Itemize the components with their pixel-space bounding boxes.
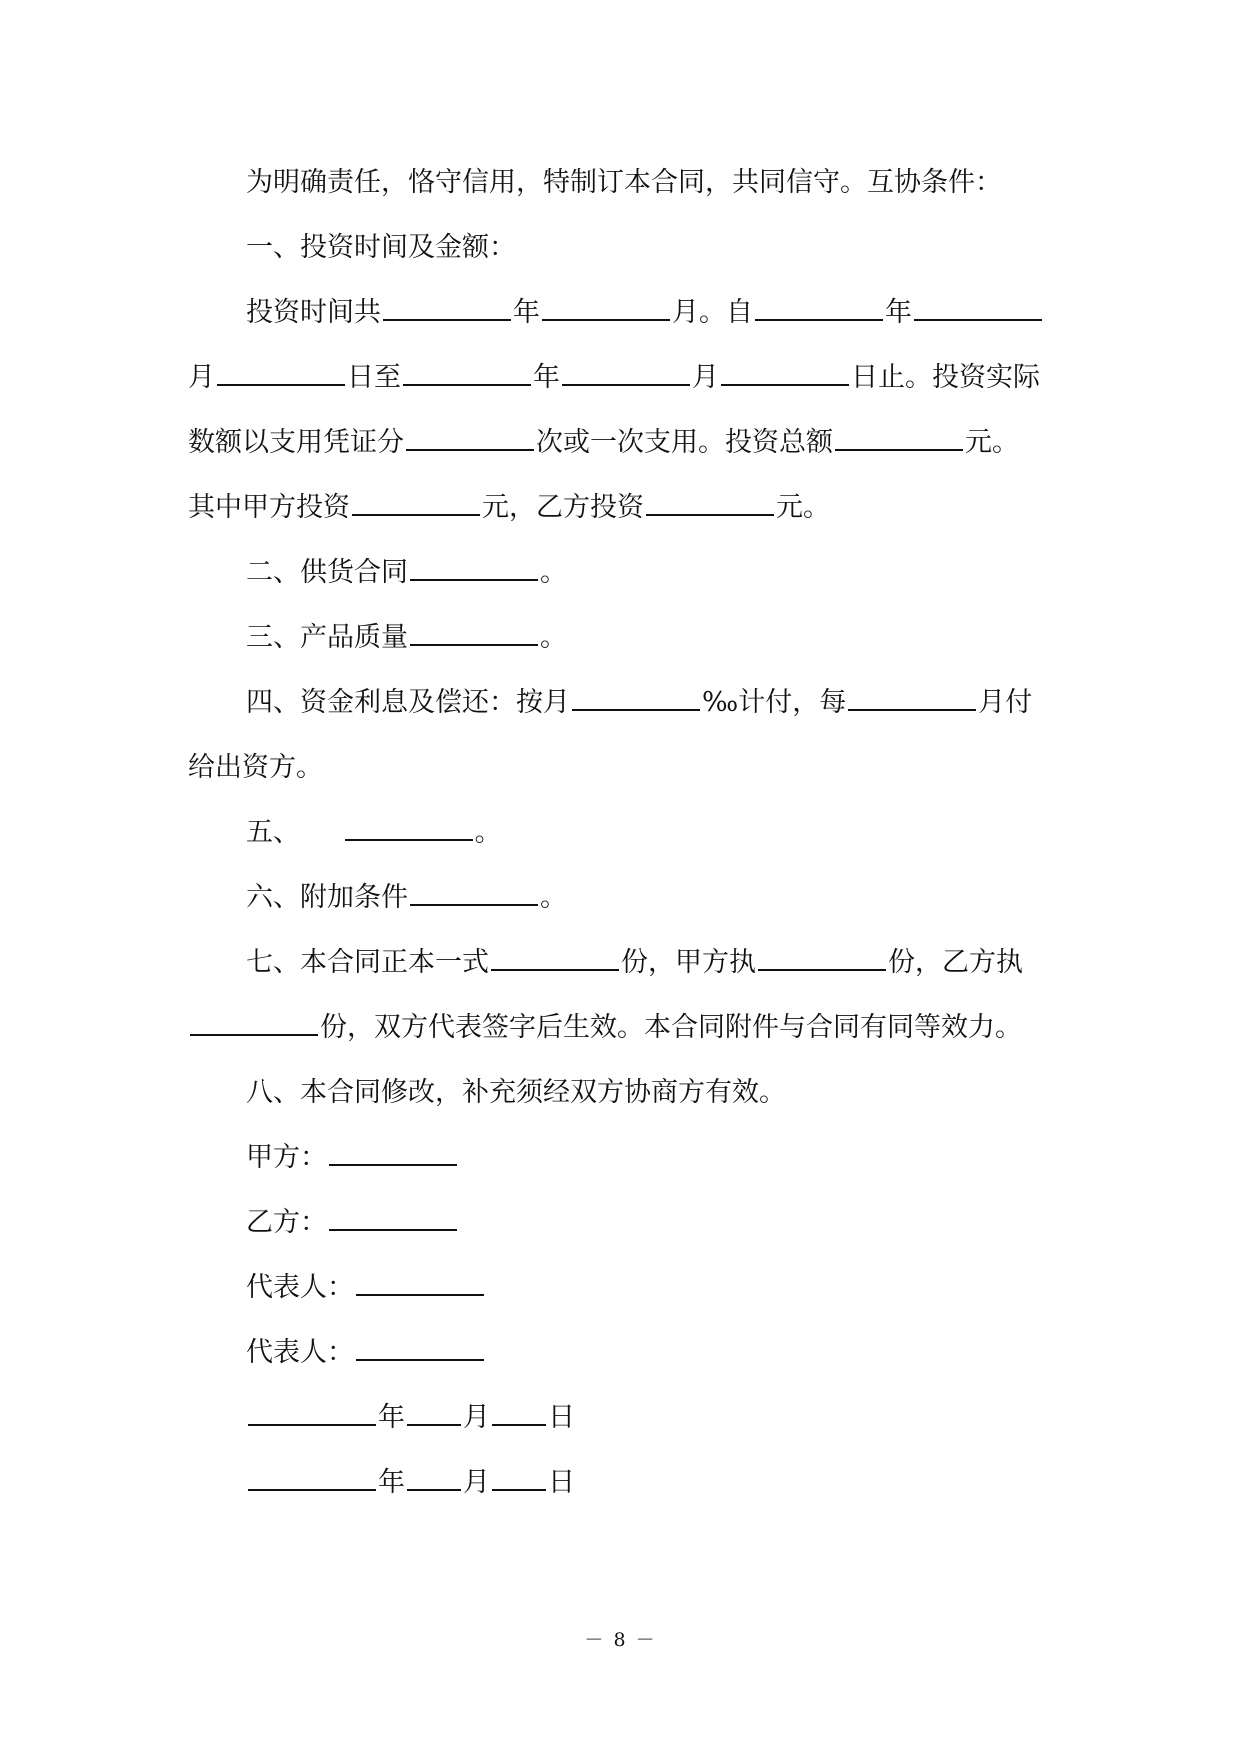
blank-field[interactable]: [356, 1334, 484, 1361]
blank-field[interactable]: [345, 814, 473, 841]
blank-field[interactable]: [848, 684, 976, 711]
section-7-copies-continued: 份，双方代表签字后生效。本合同附件与合同有同等效力。: [188, 1008, 1058, 1048]
blank-field[interactable]: [542, 294, 670, 321]
investment-period-line: 投资时间共 年 月。自 年: [246, 293, 1116, 333]
blank-field[interactable]: [407, 1464, 461, 1491]
section-3-product-quality: 三、产品质量 。: [246, 618, 1116, 658]
blank-field[interactable]: [403, 359, 531, 386]
section-7-copies-line: 七、本合同正本一式 份，甲方执 份，乙方执: [246, 943, 1116, 983]
blank-field[interactable]: [835, 424, 963, 451]
blank-field[interactable]: [406, 424, 534, 451]
investment-dates-line: 月 日至 年 月 日止。投资实际: [188, 358, 1058, 398]
party-b-signature-line: 乙方：: [246, 1203, 1116, 1243]
section-6-additional-terms: 六、附加条件 。: [246, 878, 1116, 918]
representative-b-line: 代表人：: [246, 1333, 1116, 1373]
blank-field[interactable]: [758, 944, 886, 971]
blank-field[interactable]: [217, 359, 345, 386]
investment-amount-line: 数额以支用凭证分 次或一次支用。投资总额 元。: [188, 423, 1058, 463]
blank-field[interactable]: [190, 1009, 318, 1036]
blank-field[interactable]: [356, 1269, 484, 1296]
blank-field[interactable]: [492, 1399, 546, 1426]
blank-field[interactable]: [248, 1464, 376, 1491]
blank-field[interactable]: [248, 1399, 376, 1426]
date-line-a: 年 月 日: [246, 1398, 1116, 1438]
blank-field[interactable]: [646, 489, 774, 516]
blank-field[interactable]: [914, 294, 1042, 321]
blank-field[interactable]: [329, 1139, 457, 1166]
section-4-interest-line: 四、资金利息及偿还：按月 ‰计付，每 月付: [246, 683, 1116, 723]
blank-field[interactable]: [572, 684, 700, 711]
representative-a-line: 代表人：: [246, 1268, 1116, 1308]
investment-split-line: 其中甲方投资 元，乙方投资 元。: [188, 488, 1058, 528]
section-8-amendment: 八、本合同修改，补充须经双方协商方有效。: [246, 1077, 786, 1108]
blank-field[interactable]: [410, 554, 538, 581]
blank-field[interactable]: [410, 879, 538, 906]
blank-field[interactable]: [492, 1464, 546, 1491]
blank-field[interactable]: [721, 359, 849, 386]
intro-paragraph: 为明确责任，恪守信用，特制订本合同，共同信守。互协条件：: [246, 167, 1002, 198]
blank-field[interactable]: [329, 1204, 457, 1231]
blank-field[interactable]: [352, 489, 480, 516]
party-a-signature-line: 甲方：: [246, 1138, 1116, 1178]
blank-field[interactable]: [562, 359, 690, 386]
page-number: － 8 －: [584, 1629, 657, 1651]
section-5: 五、 。: [246, 813, 1116, 853]
section-1-heading: 一、投资时间及金额：: [246, 232, 516, 263]
section-4-interest-continued: 给出资方。: [188, 752, 323, 783]
blank-field[interactable]: [491, 944, 619, 971]
blank-field[interactable]: [755, 294, 883, 321]
blank-field[interactable]: [410, 619, 538, 646]
blank-field[interactable]: [383, 294, 511, 321]
date-line-b: 年 月 日: [246, 1463, 1116, 1503]
blank-field[interactable]: [407, 1399, 461, 1426]
section-2-supply-contract: 二、供货合同 。: [246, 553, 1116, 593]
